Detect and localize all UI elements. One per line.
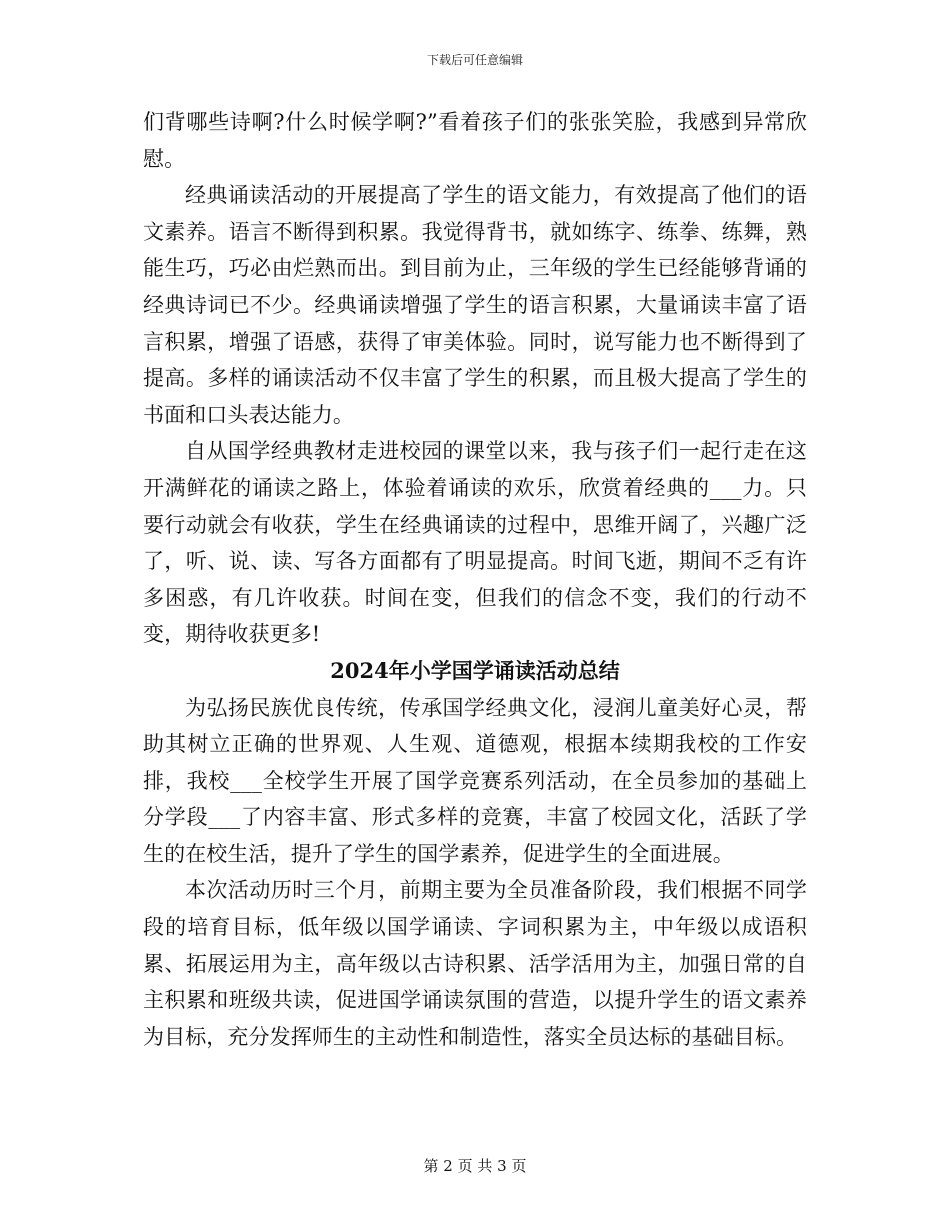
page-header: 下载后可任意编辑 <box>426 53 523 67</box>
paragraph-continuation: 们背哪些诗啊?什么时候学啊?”看着孩子们的张张笑脸，我感到异常欣慰。 <box>143 110 807 171</box>
paragraph-purpose: 为弘扬民族优良传统，传承国学经典文化，浸润儿童美好心灵，帮助其树立正确的世界观、人生观、道德观，根据本续期我校的工作安排，我校___全校学生开展了国学竞赛系列活动，在全员参加的基础上分学段___了内容丰富、形式多样的竞赛，丰富了校园文化，活跃了学生的在校生活，提升了学生的国学素养，促进学生的全面进展。 <box>143 695 807 866</box>
page-number: 第 2 页 共 3 页 <box>423 1157 527 1175</box>
paragraph-activity-details: 本次活动历时三个月，前期主要为全员准备阶段，我们根据不同学段的培育目标，低年级以国学诵读、字词积累为主，中年级以成语积累、拓展运用为主，高年级以古诗积累、活学活用为主，加强日常的自主积累和班级共读，促进国学诵读氛围的营造，以提升学生的语文素养为目标，充分发挥师生的主动性和制造性，落实全员达标的基础目标。 <box>143 878 807 1049</box>
paragraph-reflection: 自从国学经典教材走进校园的课堂以来，我与孩子们一起行走在这开满鲜花的诵读之路上，体验着诵读的欢乐，欣赏着经典的___力。只要行动就会有收获，学生在经典诵读的过程中，思维开阔了，兴趣广泛了，听、说、读、写各方面都有了明显提高。时间飞逝，期间不乏有许多困惑，有几许收获。时间在变，但我们的信念不变，我们的行动不变，期待收获更多! <box>143 439 807 647</box>
section-title: 2024年小学国学诵读活动总结 <box>330 657 620 683</box>
paragraph-reading-benefits: 经典诵读活动的开展提高了学生的语文能力，有效提高了他们的语文素养。语言不断得到积累。我觉得背书，就如练字、练拳、练舞，熟能生巧，巧必由烂熟而出。到目前为止，三年级的学生已经能够背诵的经典诗词已不少。经典诵读增强了学生的语言积累，大量诵读丰富了语言积累，增强了语感，获得了审美体验。同时，说写能力也不断得到了提高。多样的诵读活动不仅丰富了学生的积累，而且极大提高了学生的书面和口头表达能力。 <box>143 183 807 427</box>
document-body <box>143 104 807 1055</box>
